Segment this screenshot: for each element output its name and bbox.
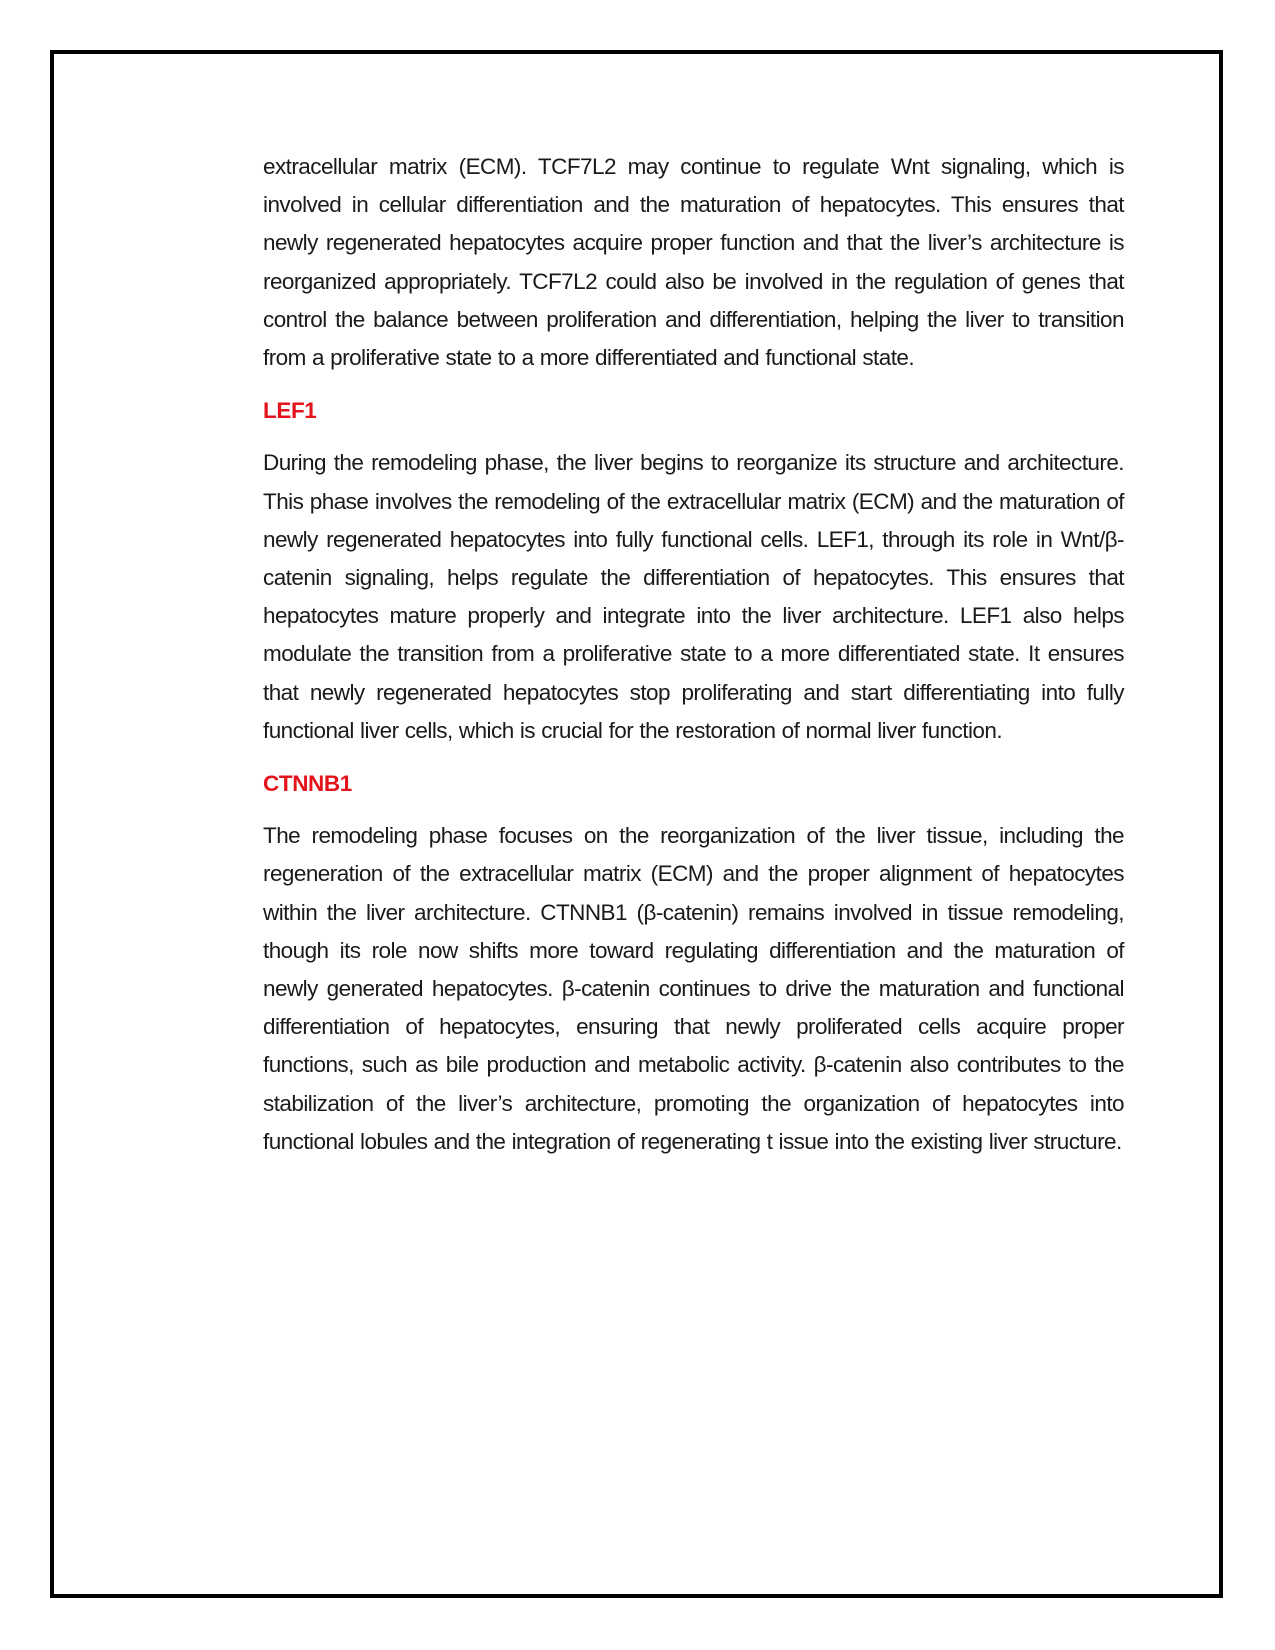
paragraph-ctnnb1: The remodeling phase focuses on the reorganization of the liver tissue, including the regeneration of the extracellular matrix (ECM) and the proper alignment of hepatocytes within the liver architecture. CTNNB1 (β-catenin) remains involved in tissue remodeling, though its role now shifts more toward regulating differentiation and the maturation of newly generated hepatocytes. β-catenin continues to drive the maturation and functional differentiation of hepatocytes, ensuring that newly proliferated cells acquire proper functions, such as bile production and metabolic activity. β-catenin also contributes to the stabilization of the liver’s architecture, promoting the organization of hepatocytes into functional lobules and the integration of regenerating t issue into the existing liver structure. <box>263 823 1124 1154</box>
paragraph-lef1: During the remodeling phase, the liver begins to reorganize its structure and architecture. This phase involves the remodeling of the extracellular matrix (ECM) and the maturation of newly regenerated hepatocytes into fully functional cells. LEF1, through its role in Wnt/β-catenin signaling, helps regulate the differentiation of hepatocytes. This ensures that hepatocytes mature properly and integrate into the liver architecture. LEF1 also helps modulate the transition from a proliferative state to a more differentiated state. It ensures that newly regenerated hepatocytes stop proliferating and start differentiating into fully functional liver cells, which is crucial for the restoration of normal liver function. <box>263 450 1124 743</box>
paragraph-tcf7l2-continued: extracellular matrix (ECM). TCF7L2 may continue to regulate Wnt signaling, which is involved in cellular differentiation and the maturation of hepatocytes. This ensures that newly regenerated hepatocytes acquire proper function and that the liver’s architecture is reorganized appropriately. TCF7L2 could also be involved in the regulation of genes that control the balance between proliferation and differentiation, helping the liver to transition from a proliferative state to a more differentiated and functional state. <box>263 154 1124 371</box>
section-heading-lef1: LEF1 <box>263 398 317 424</box>
document-body <box>263 148 1124 1161</box>
section-heading-ctnnb1: CTNNB1 <box>263 771 352 797</box>
